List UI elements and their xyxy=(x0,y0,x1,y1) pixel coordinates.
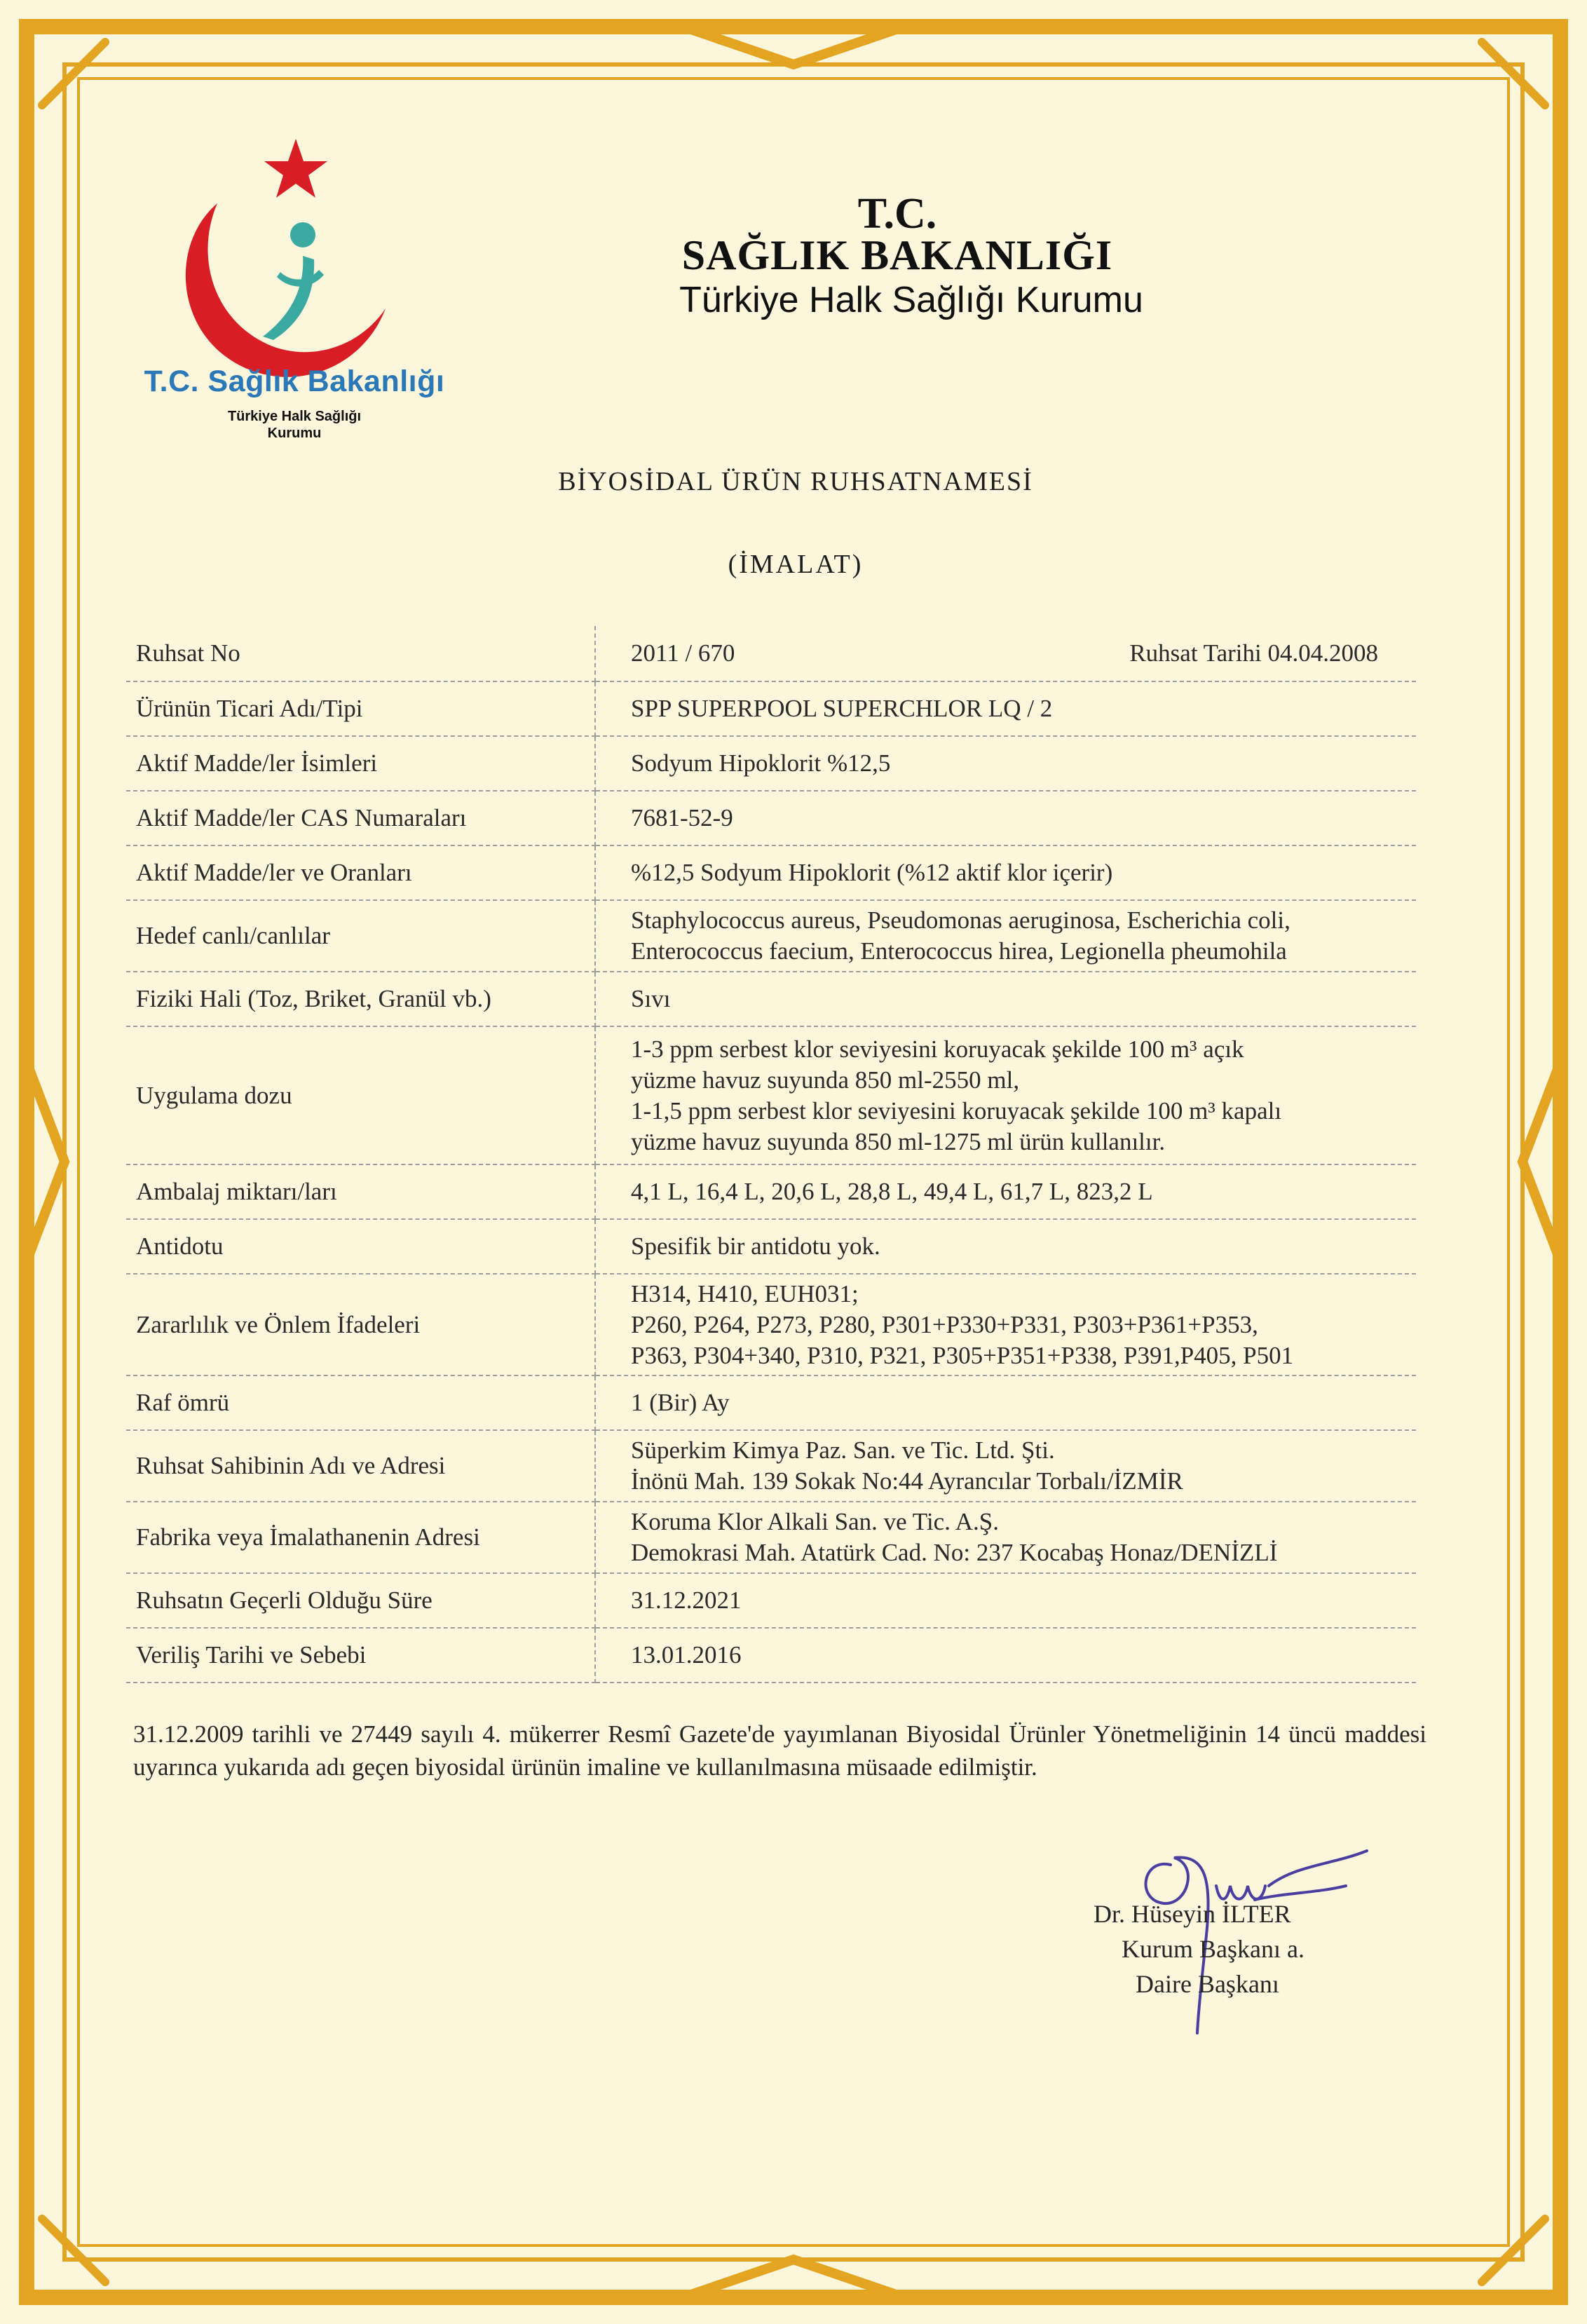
row-value-line: P363, P304+340, P310, P321, P305+P351+P338, P391,P405, P501 xyxy=(631,1341,1294,1369)
row-value xyxy=(595,845,1416,900)
ministry-logo-emblem xyxy=(140,126,449,456)
table-row xyxy=(126,900,1416,972)
row-label: Antidotu xyxy=(126,1219,595,1274)
header-tc: T.C. xyxy=(857,190,937,238)
table-row-ruhsat-no xyxy=(126,626,1416,681)
ruhsat-no-value: 2011 / 670 xyxy=(631,639,735,667)
row-label: Aktif Madde/ler İsimleri xyxy=(126,736,595,791)
row-value-line: 4,1 L, 16,4 L, 20,6 L, 28,8 L, 49,4 L, 61,7 L, 823,2 L xyxy=(631,1178,1153,1205)
logo-caption-line2: Türkiye Halk Sağlığı xyxy=(227,409,362,424)
document-title: BİYOSİDAL ÜRÜN RUHSATNAMESİ xyxy=(558,467,1033,496)
row-value xyxy=(595,900,1416,972)
row-value-line: Koruma Klor Alkali San. ve Tic. A.Ş. xyxy=(631,1508,1000,1535)
row-value-line: 31.12.2021 xyxy=(631,1586,742,1614)
logo-caption-institution xyxy=(140,408,449,442)
license-info-table xyxy=(126,626,1416,1683)
table-row xyxy=(126,845,1416,900)
table-row xyxy=(126,736,1416,791)
row-value-line: 1 (Bir) Ay xyxy=(631,1389,730,1416)
row-label: Ruhsatın Geçerli Olduğu Süre xyxy=(126,1573,595,1628)
table-row xyxy=(126,1026,1416,1164)
signatory-title-2: Daire Başkanı xyxy=(1136,1970,1279,1998)
row-value-line: P260, P264, P273, P280, P301+P330+P331, P303+P361+P353, xyxy=(631,1310,1258,1338)
row-value xyxy=(595,1502,1416,1573)
row-label: Aktif Madde/ler ve Oranları xyxy=(126,845,595,900)
row-value xyxy=(595,1573,1416,1628)
row-value-line: yüzme havuz suyunda 850 ml-2550 ml, xyxy=(631,1066,1020,1094)
row-label: Ruhsat No xyxy=(126,626,595,681)
logo-caption-ministry: T.C. Sağlık Bakanlığı xyxy=(144,365,445,398)
header-ministry: SAĞLIK BAKANLIĞI xyxy=(681,232,1113,278)
signatory-name: Dr. Hüseyin İLTER xyxy=(1094,1900,1291,1928)
person-head-icon xyxy=(290,222,315,247)
row-value xyxy=(595,1026,1416,1164)
row-value-line: H314, H410, EUH031; xyxy=(631,1279,859,1307)
crescent-icon xyxy=(186,203,386,377)
document-subtitle: (İMALAT) xyxy=(728,550,864,579)
row-value-line: Spesifik bir antidotu yok. xyxy=(631,1232,880,1260)
person-body-icon xyxy=(263,256,324,340)
signature-block xyxy=(1094,1896,1374,2002)
row-label: Raf ömrü xyxy=(126,1375,595,1430)
row-value-line: Süperkim Kimya Paz. San. ve Tic. Ltd. Şti. xyxy=(631,1436,1055,1464)
table-row xyxy=(126,972,1416,1026)
row-label: Ruhsat Sahibinin Adı ve Adresi xyxy=(126,1430,595,1502)
row-value xyxy=(595,736,1416,791)
row-value xyxy=(595,1375,1416,1430)
row-value-line: %12,5 Sodyum Hipoklorit (%12 aktif klor içerir) xyxy=(631,859,1113,886)
table-row xyxy=(126,1502,1416,1573)
row-value xyxy=(595,626,1416,681)
row-value-line: yüzme havuz suyunda 850 ml-1275 ml ürün kullanılır. xyxy=(631,1127,1166,1155)
table-row xyxy=(126,1219,1416,1274)
legal-footer-text: 31.12.2009 tarihli ve 27449 sayılı 4. mükerrer Resmî Gazete'de yayımlanan Biyosidal Ürünler Yönetmeliğinin 14 üncü maddesi uyarınca yukarıda adı geçen biyosidal ürünün imaline ve kullanılmasına müsaade edilmiştir. xyxy=(133,1720,1426,1781)
table-row xyxy=(126,791,1416,845)
row-value xyxy=(595,1274,1416,1375)
table-row xyxy=(126,1573,1416,1628)
row-value-line: Sodyum Hipoklorit %12,5 xyxy=(631,749,891,777)
row-label: Ürünün Ticari Adı/Tipi xyxy=(126,681,595,736)
row-value-line: SPP SUPERPOOL SUPERCHLOR LQ / 2 xyxy=(631,695,1053,722)
row-value xyxy=(595,791,1416,845)
row-label: Zararlılık ve Önlem İfadeleri xyxy=(126,1274,595,1375)
row-label: Fiziki Hali (Toz, Briket, Granül vb.) xyxy=(126,972,595,1026)
table-row xyxy=(126,1164,1416,1219)
row-value xyxy=(595,1164,1416,1219)
row-value-line: 1-3 ppm serbest klor seviyesini koruyacak şekilde 100 m³ açık xyxy=(631,1035,1244,1063)
row-value-line: Demokrasi Mah. Atatürk Cad. No: 237 Kocabaş Honaz/DENİZLİ xyxy=(631,1539,1278,1566)
row-value-line: Sıvı xyxy=(631,985,671,1012)
row-label: Hedef canlı/canlılar xyxy=(126,900,595,972)
ruhsat-tarihi-value: Ruhsat Tarihi 04.04.2008 xyxy=(1129,639,1378,667)
header-institution: Türkiye Halk Sağlığı Kurumu xyxy=(679,280,1143,320)
table-row xyxy=(126,1628,1416,1683)
row-value-line: Enterococcus faecium, Enterococcus hirea, Legionella pheumohila xyxy=(631,937,1287,965)
logo-caption-line3: Kurumu xyxy=(267,426,322,441)
row-value-line: 1-1,5 ppm serbest klor seviyesini koruyacak şekilde 100 m³ kapalı xyxy=(631,1096,1282,1124)
table-row xyxy=(126,1430,1416,1502)
row-value xyxy=(595,1219,1416,1274)
row-value xyxy=(595,681,1416,736)
table-row xyxy=(126,1375,1416,1430)
row-value-line: Staphylococcus aureus, Pseudomonas aeruginosa, Escherichia coli, xyxy=(631,906,1290,934)
row-value xyxy=(595,972,1416,1026)
signatory-title-1: Kurum Başkanı a. xyxy=(1122,1935,1305,1963)
row-label: Ambalaj miktarı/ları xyxy=(126,1164,595,1219)
row-value-line: 7681-52-9 xyxy=(631,804,733,831)
row-value xyxy=(595,1430,1416,1502)
row-label: Fabrika veya İmalathanenin Adresi xyxy=(126,1502,595,1573)
row-label: Aktif Madde/ler CAS Numaraları xyxy=(126,791,595,845)
license-info-body xyxy=(126,626,1416,1683)
table-row xyxy=(126,1274,1416,1375)
row-value xyxy=(595,1628,1416,1683)
star-icon xyxy=(264,139,327,198)
row-label: Uygulama dozu xyxy=(126,1026,595,1164)
row-value-line: İnönü Mah. 139 Sokak No:44 Ayrancılar Torbalı/İZMİR xyxy=(631,1467,1183,1495)
row-value-line: 13.01.2016 xyxy=(631,1641,742,1669)
table-row xyxy=(126,681,1416,736)
row-label: Veriliş Tarihi ve Sebebi xyxy=(126,1628,595,1683)
